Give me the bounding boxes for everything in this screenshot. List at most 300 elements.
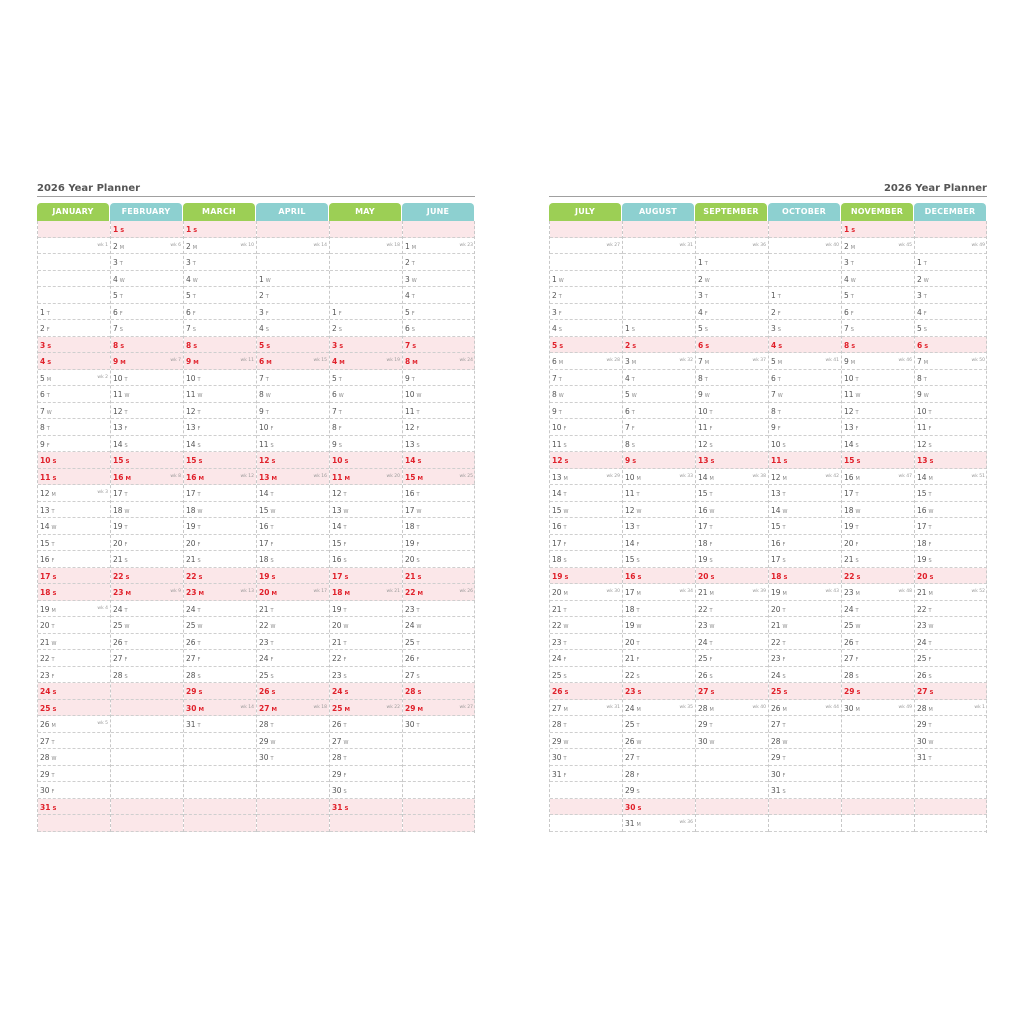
day-cell[interactable] (330, 320, 402, 337)
day-cell[interactable] (38, 353, 110, 370)
day-cell[interactable] (184, 469, 256, 486)
day-cell[interactable] (550, 403, 622, 420)
day-cell[interactable] (403, 683, 475, 700)
day-cell[interactable] (38, 799, 110, 816)
day-cell[interactable] (696, 749, 768, 766)
day-cell[interactable] (330, 370, 402, 387)
day-cell[interactable] (623, 700, 695, 717)
day-cell[interactable] (696, 782, 768, 799)
day-cell[interactable] (403, 287, 475, 304)
day-cell[interactable] (550, 568, 622, 585)
day-cell[interactable] (623, 386, 695, 403)
day-cell[interactable] (842, 271, 914, 288)
day-cell[interactable] (623, 370, 695, 387)
day-cell[interactable] (696, 617, 768, 634)
day-cell[interactable] (550, 650, 622, 667)
day-cell[interactable] (330, 617, 402, 634)
day-cell[interactable] (403, 436, 475, 453)
day-cell[interactable] (184, 287, 256, 304)
day-cell[interactable] (696, 733, 768, 750)
day-cell[interactable] (403, 601, 475, 618)
day-cell[interactable] (38, 815, 110, 832)
day-cell[interactable] (257, 337, 329, 354)
day-cell[interactable] (769, 634, 841, 651)
day-cell[interactable] (696, 535, 768, 552)
day-cell[interactable] (842, 716, 914, 733)
day-cell[interactable] (330, 667, 402, 684)
day-cell[interactable] (330, 469, 402, 486)
day-cell[interactable] (915, 320, 987, 337)
day-cell[interactable] (769, 469, 841, 486)
day-cell[interactable] (111, 337, 183, 354)
day-cell[interactable] (915, 386, 987, 403)
day-cell[interactable] (769, 601, 841, 618)
day-cell[interactable] (184, 766, 256, 783)
day-cell[interactable] (842, 650, 914, 667)
day-cell[interactable] (915, 436, 987, 453)
day-cell[interactable] (330, 749, 402, 766)
day-cell[interactable] (184, 733, 256, 750)
day-cell[interactable] (330, 799, 402, 816)
day-cell[interactable] (184, 518, 256, 535)
day-cell[interactable] (550, 370, 622, 387)
day-cell[interactable] (915, 535, 987, 552)
day-cell[interactable] (915, 287, 987, 304)
day-cell[interactable] (769, 485, 841, 502)
day-cell[interactable] (38, 782, 110, 799)
day-cell[interactable] (623, 584, 695, 601)
day-cell[interactable] (623, 485, 695, 502)
day-cell[interactable] (550, 667, 622, 684)
day-cell[interactable] (330, 419, 402, 436)
day-cell[interactable] (111, 221, 183, 238)
day-cell[interactable] (696, 304, 768, 321)
day-cell[interactable] (111, 469, 183, 486)
day-cell[interactable] (550, 799, 622, 816)
day-cell[interactable] (403, 733, 475, 750)
day-cell[interactable] (915, 749, 987, 766)
day-cell[interactable] (623, 782, 695, 799)
day-cell[interactable] (403, 700, 475, 717)
day-cell[interactable] (623, 766, 695, 783)
day-cell[interactable] (915, 634, 987, 651)
day-cell[interactable] (550, 271, 622, 288)
day-cell[interactable] (623, 716, 695, 733)
day-cell[interactable] (330, 535, 402, 552)
day-cell[interactable] (769, 650, 841, 667)
day-cell[interactable] (696, 667, 768, 684)
day-cell[interactable] (842, 584, 914, 601)
day-cell[interactable] (550, 436, 622, 453)
day-cell[interactable] (696, 700, 768, 717)
day-cell[interactable] (696, 584, 768, 601)
day-cell[interactable] (403, 716, 475, 733)
day-cell[interactable] (38, 304, 110, 321)
day-cell[interactable] (550, 815, 622, 832)
day-cell[interactable] (550, 337, 622, 354)
day-cell[interactable] (696, 683, 768, 700)
day-cell[interactable] (257, 502, 329, 519)
day-cell[interactable] (330, 403, 402, 420)
day-cell[interactable] (184, 535, 256, 552)
day-cell[interactable] (111, 271, 183, 288)
day-cell[interactable] (111, 304, 183, 321)
day-cell[interactable] (257, 518, 329, 535)
day-cell[interactable] (111, 634, 183, 651)
day-cell[interactable] (769, 535, 841, 552)
day-cell[interactable] (842, 749, 914, 766)
day-cell[interactable] (403, 782, 475, 799)
day-cell[interactable] (915, 683, 987, 700)
day-cell[interactable] (915, 650, 987, 667)
day-cell[interactable] (550, 320, 622, 337)
day-cell[interactable] (184, 485, 256, 502)
day-cell[interactable] (550, 700, 622, 717)
day-cell[interactable] (696, 436, 768, 453)
day-cell[interactable] (769, 683, 841, 700)
day-cell[interactable] (111, 815, 183, 832)
day-cell[interactable] (38, 749, 110, 766)
day-cell[interactable] (915, 452, 987, 469)
day-cell[interactable] (111, 287, 183, 304)
day-cell[interactable] (550, 353, 622, 370)
day-cell[interactable] (842, 353, 914, 370)
day-cell[interactable] (696, 271, 768, 288)
day-cell[interactable] (550, 452, 622, 469)
day-cell[interactable] (842, 485, 914, 502)
day-cell[interactable] (111, 535, 183, 552)
day-cell[interactable] (696, 815, 768, 832)
day-cell[interactable] (769, 436, 841, 453)
day-cell[interactable] (257, 436, 329, 453)
day-cell[interactable] (111, 799, 183, 816)
day-cell[interactable] (403, 667, 475, 684)
day-cell[interactable] (257, 815, 329, 832)
day-cell[interactable] (257, 716, 329, 733)
day-cell[interactable] (696, 568, 768, 585)
day-cell[interactable] (257, 601, 329, 618)
day-cell[interactable] (403, 766, 475, 783)
day-cell[interactable] (184, 254, 256, 271)
day-cell[interactable] (403, 551, 475, 568)
day-cell[interactable] (550, 238, 622, 255)
day-cell[interactable] (403, 403, 475, 420)
day-cell[interactable] (769, 419, 841, 436)
day-cell[interactable] (184, 584, 256, 601)
day-cell[interactable] (550, 535, 622, 552)
day-cell[interactable] (111, 370, 183, 387)
day-cell[interactable] (111, 782, 183, 799)
day-cell[interactable] (257, 304, 329, 321)
day-cell[interactable] (257, 733, 329, 750)
day-cell[interactable] (842, 815, 914, 832)
day-cell[interactable] (184, 304, 256, 321)
day-cell[interactable] (330, 502, 402, 519)
day-cell[interactable] (623, 683, 695, 700)
day-cell[interactable] (184, 419, 256, 436)
day-cell[interactable] (842, 469, 914, 486)
day-cell[interactable] (330, 238, 402, 255)
day-cell[interactable] (769, 221, 841, 238)
day-cell[interactable] (111, 452, 183, 469)
day-cell[interactable] (842, 419, 914, 436)
day-cell[interactable] (623, 320, 695, 337)
day-cell[interactable] (915, 766, 987, 783)
day-cell[interactable] (257, 667, 329, 684)
day-cell[interactable] (696, 403, 768, 420)
day-cell[interactable] (915, 716, 987, 733)
day-cell[interactable] (111, 749, 183, 766)
day-cell[interactable] (696, 799, 768, 816)
day-cell[interactable] (550, 287, 622, 304)
day-cell[interactable] (403, 386, 475, 403)
day-cell[interactable] (403, 254, 475, 271)
day-cell[interactable] (842, 617, 914, 634)
day-cell[interactable] (330, 337, 402, 354)
day-cell[interactable] (915, 601, 987, 618)
day-cell[interactable] (842, 436, 914, 453)
day-cell[interactable] (623, 221, 695, 238)
day-cell[interactable] (403, 650, 475, 667)
day-cell[interactable] (550, 254, 622, 271)
day-cell[interactable] (38, 271, 110, 288)
day-cell[interactable] (111, 650, 183, 667)
day-cell[interactable] (769, 667, 841, 684)
day-cell[interactable] (623, 617, 695, 634)
day-cell[interactable] (623, 749, 695, 766)
day-cell[interactable] (623, 667, 695, 684)
day-cell[interactable] (38, 683, 110, 700)
day-cell[interactable] (842, 683, 914, 700)
day-cell[interactable] (623, 518, 695, 535)
day-cell[interactable] (696, 254, 768, 271)
day-cell[interactable] (842, 700, 914, 717)
day-cell[interactable] (111, 568, 183, 585)
day-cell[interactable] (38, 221, 110, 238)
day-cell[interactable] (842, 782, 914, 799)
day-cell[interactable] (257, 766, 329, 783)
day-cell[interactable] (623, 287, 695, 304)
day-cell[interactable] (915, 254, 987, 271)
day-cell[interactable] (403, 502, 475, 519)
day-cell[interactable] (696, 551, 768, 568)
day-cell[interactable] (915, 304, 987, 321)
day-cell[interactable] (623, 650, 695, 667)
day-cell[interactable] (184, 634, 256, 651)
day-cell[interactable] (184, 749, 256, 766)
day-cell[interactable] (257, 221, 329, 238)
day-cell[interactable] (623, 601, 695, 618)
day-cell[interactable] (111, 584, 183, 601)
day-cell[interactable] (184, 452, 256, 469)
day-cell[interactable] (330, 650, 402, 667)
day-cell[interactable] (257, 353, 329, 370)
day-cell[interactable] (330, 271, 402, 288)
day-cell[interactable] (696, 650, 768, 667)
day-cell[interactable] (111, 254, 183, 271)
day-cell[interactable] (403, 518, 475, 535)
day-cell[interactable] (111, 518, 183, 535)
day-cell[interactable] (623, 419, 695, 436)
day-cell[interactable] (842, 238, 914, 255)
day-cell[interactable] (184, 617, 256, 634)
day-cell[interactable] (696, 518, 768, 535)
day-cell[interactable] (769, 749, 841, 766)
day-cell[interactable] (184, 403, 256, 420)
day-cell[interactable] (38, 518, 110, 535)
day-cell[interactable] (696, 320, 768, 337)
day-cell[interactable] (550, 782, 622, 799)
day-cell[interactable] (769, 254, 841, 271)
day-cell[interactable] (38, 766, 110, 783)
day-cell[interactable] (696, 452, 768, 469)
day-cell[interactable] (38, 568, 110, 585)
day-cell[interactable] (257, 749, 329, 766)
day-cell[interactable] (550, 469, 622, 486)
day-cell[interactable] (38, 403, 110, 420)
day-cell[interactable] (842, 320, 914, 337)
day-cell[interactable] (184, 568, 256, 585)
day-cell[interactable] (550, 386, 622, 403)
day-cell[interactable] (330, 485, 402, 502)
day-cell[interactable] (38, 370, 110, 387)
day-cell[interactable] (623, 353, 695, 370)
day-cell[interactable] (257, 238, 329, 255)
day-cell[interactable] (403, 221, 475, 238)
day-cell[interactable] (330, 782, 402, 799)
day-cell[interactable] (257, 700, 329, 717)
day-cell[interactable] (550, 634, 622, 651)
day-cell[interactable] (623, 403, 695, 420)
day-cell[interactable] (184, 683, 256, 700)
day-cell[interactable] (696, 634, 768, 651)
day-cell[interactable] (842, 535, 914, 552)
day-cell[interactable] (38, 716, 110, 733)
day-cell[interactable] (111, 403, 183, 420)
day-cell[interactable] (257, 320, 329, 337)
day-cell[interactable] (696, 287, 768, 304)
day-cell[interactable] (696, 353, 768, 370)
day-cell[interactable] (623, 535, 695, 552)
day-cell[interactable] (769, 782, 841, 799)
day-cell[interactable] (184, 370, 256, 387)
day-cell[interactable] (38, 469, 110, 486)
day-cell[interactable] (330, 683, 402, 700)
day-cell[interactable] (111, 766, 183, 783)
day-cell[interactable] (550, 733, 622, 750)
day-cell[interactable] (184, 320, 256, 337)
day-cell[interactable] (257, 469, 329, 486)
day-cell[interactable] (550, 419, 622, 436)
day-cell[interactable] (915, 815, 987, 832)
day-cell[interactable] (403, 634, 475, 651)
day-cell[interactable] (403, 304, 475, 321)
day-cell[interactable] (696, 716, 768, 733)
day-cell[interactable] (623, 733, 695, 750)
day-cell[interactable] (842, 667, 914, 684)
day-cell[interactable] (38, 700, 110, 717)
day-cell[interactable] (111, 436, 183, 453)
day-cell[interactable] (915, 568, 987, 585)
day-cell[interactable] (623, 799, 695, 816)
day-cell[interactable] (842, 518, 914, 535)
day-cell[interactable] (769, 287, 841, 304)
day-cell[interactable] (842, 634, 914, 651)
day-cell[interactable] (623, 568, 695, 585)
day-cell[interactable] (915, 419, 987, 436)
day-cell[interactable] (623, 469, 695, 486)
day-cell[interactable] (257, 370, 329, 387)
day-cell[interactable] (257, 568, 329, 585)
day-cell[interactable] (257, 419, 329, 436)
day-cell[interactable] (257, 403, 329, 420)
day-cell[interactable] (184, 650, 256, 667)
day-cell[interactable] (257, 617, 329, 634)
day-cell[interactable] (330, 254, 402, 271)
day-cell[interactable] (769, 304, 841, 321)
day-cell[interactable] (623, 452, 695, 469)
day-cell[interactable] (111, 238, 183, 255)
day-cell[interactable] (842, 733, 914, 750)
day-cell[interactable] (111, 683, 183, 700)
day-cell[interactable] (257, 254, 329, 271)
day-cell[interactable] (550, 584, 622, 601)
day-cell[interactable] (330, 452, 402, 469)
day-cell[interactable] (550, 502, 622, 519)
day-cell[interactable] (38, 650, 110, 667)
day-cell[interactable] (330, 221, 402, 238)
day-cell[interactable] (623, 436, 695, 453)
day-cell[interactable] (769, 700, 841, 717)
day-cell[interactable] (769, 733, 841, 750)
day-cell[interactable] (403, 370, 475, 387)
day-cell[interactable] (184, 782, 256, 799)
day-cell[interactable] (696, 469, 768, 486)
day-cell[interactable] (38, 254, 110, 271)
day-cell[interactable] (330, 518, 402, 535)
day-cell[interactable] (403, 815, 475, 832)
day-cell[interactable] (696, 370, 768, 387)
day-cell[interactable] (184, 353, 256, 370)
day-cell[interactable] (184, 271, 256, 288)
day-cell[interactable] (330, 287, 402, 304)
day-cell[interactable] (38, 452, 110, 469)
day-cell[interactable] (842, 502, 914, 519)
day-cell[interactable] (111, 716, 183, 733)
day-cell[interactable] (257, 634, 329, 651)
day-cell[interactable] (915, 782, 987, 799)
day-cell[interactable] (38, 238, 110, 255)
day-cell[interactable] (184, 551, 256, 568)
day-cell[interactable] (330, 634, 402, 651)
day-cell[interactable] (330, 733, 402, 750)
day-cell[interactable] (184, 667, 256, 684)
day-cell[interactable] (769, 716, 841, 733)
day-cell[interactable] (403, 584, 475, 601)
day-cell[interactable] (38, 485, 110, 502)
day-cell[interactable] (403, 568, 475, 585)
day-cell[interactable] (623, 551, 695, 568)
day-cell[interactable] (915, 584, 987, 601)
day-cell[interactable] (696, 485, 768, 502)
day-cell[interactable] (403, 353, 475, 370)
day-cell[interactable] (184, 238, 256, 255)
day-cell[interactable] (769, 584, 841, 601)
day-cell[interactable] (915, 700, 987, 717)
day-cell[interactable] (769, 353, 841, 370)
day-cell[interactable] (184, 815, 256, 832)
day-cell[interactable] (842, 254, 914, 271)
